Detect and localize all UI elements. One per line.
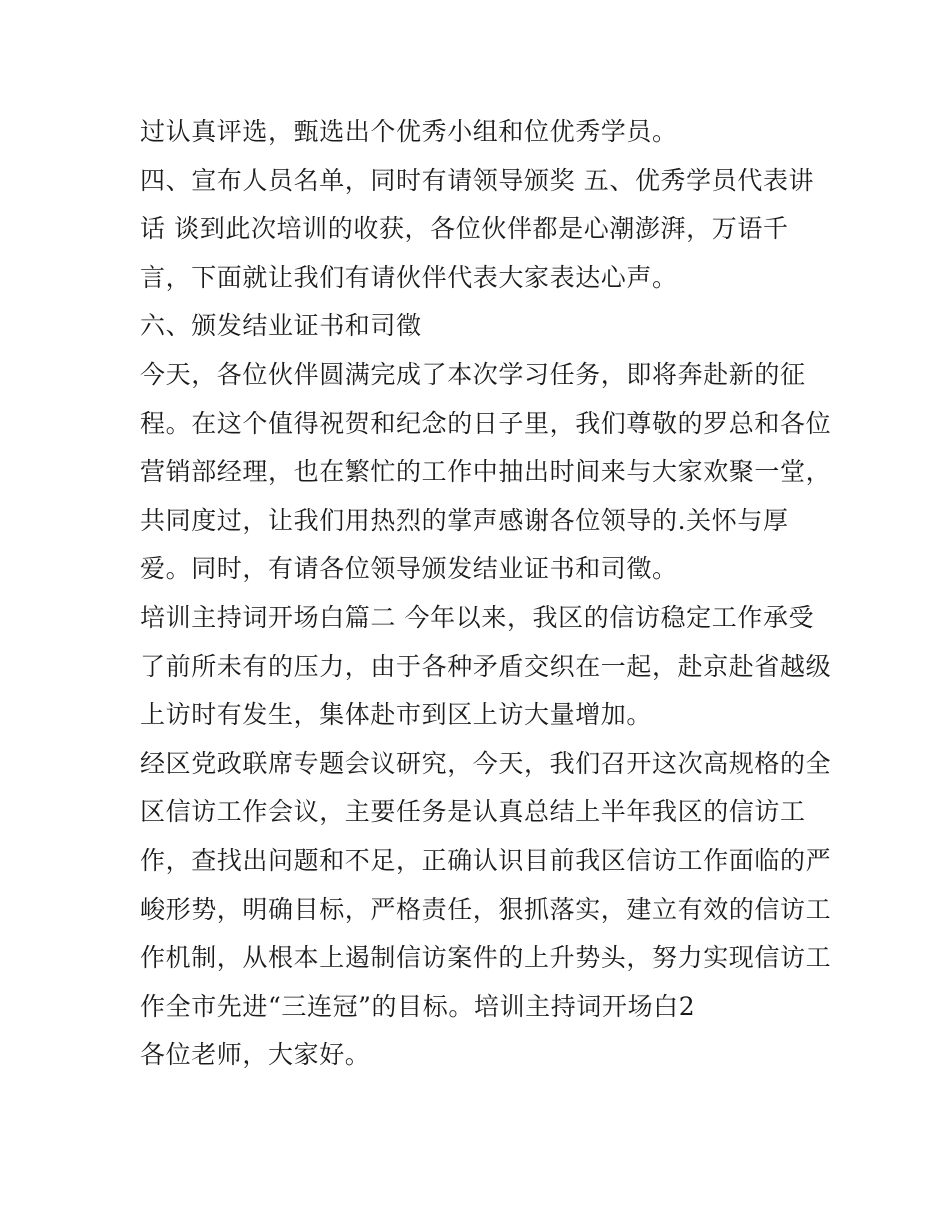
text-line: 营销部经理，也在繁忙的工作中抽出时间来与大家欢聚一堂， bbox=[140, 457, 832, 487]
text-line: 言，下面就让我们有请伙伴代表大家表达心声。 bbox=[140, 262, 678, 292]
text-line: 作全市先进“三连冠”的目标。培训主持词开场白2 bbox=[140, 991, 696, 1021]
text-line: 作机制，从根本上遏制信访案件的上升势头，努力实现信访工 bbox=[140, 943, 832, 973]
text-line: 今天，各位伙伴圆满完成了本次学习任务，即将奔赴新的征 bbox=[140, 359, 806, 389]
text-line: 六、颁发结业证书和司徵 bbox=[140, 311, 422, 341]
text-line: 上访时有发生，集体赴市到区上访大量增加。 bbox=[140, 700, 653, 730]
text-line: 作，查找出问题和不足，正确认识目前我区信访工作面临的严 bbox=[140, 845, 832, 875]
text-line: 四、宣布人员名单，同时有请领导颁奖 五、优秀学员代表讲 bbox=[140, 165, 815, 195]
text-line: 经区党政联席专题会议研究，今天，我们召开这次高规格的全 bbox=[140, 748, 832, 778]
text-line: 区信访工作会议，主要任务是认真总结上半年我区的信访工 bbox=[140, 797, 806, 827]
text-line: 了前所未有的压力，由于各种矛盾交织在一起，赴京赴省越级 bbox=[140, 651, 832, 681]
document-body bbox=[140, 108, 832, 1080]
text-line: 过认真评选，甄选出个优秀小组和位优秀学员。 bbox=[140, 117, 678, 146]
text-line: 培训主持词开场白篇二 今年以来，我区的信访稳定工作承受 bbox=[140, 602, 815, 632]
text-line: 爱。同时，有请各位领导颁发结业证书和司徵。 bbox=[140, 554, 678, 584]
text-line: 共同度过，让我们用热烈的掌声感谢各位领导的.关怀与厚 bbox=[140, 505, 789, 535]
text-line: 峻形势，明确目标，严格责任，狠抓落实，建立有效的信访工 bbox=[140, 894, 832, 924]
text-line: 话 谈到此次培训的收获，各位伙伴都是心潮澎湃，万语千 bbox=[140, 214, 789, 244]
text-line: 各位老师，大家好。 bbox=[140, 1040, 371, 1070]
text-line: 程。在这个值得祝贺和纪念的日子里，我们尊敬的罗总和各位 bbox=[140, 408, 832, 438]
